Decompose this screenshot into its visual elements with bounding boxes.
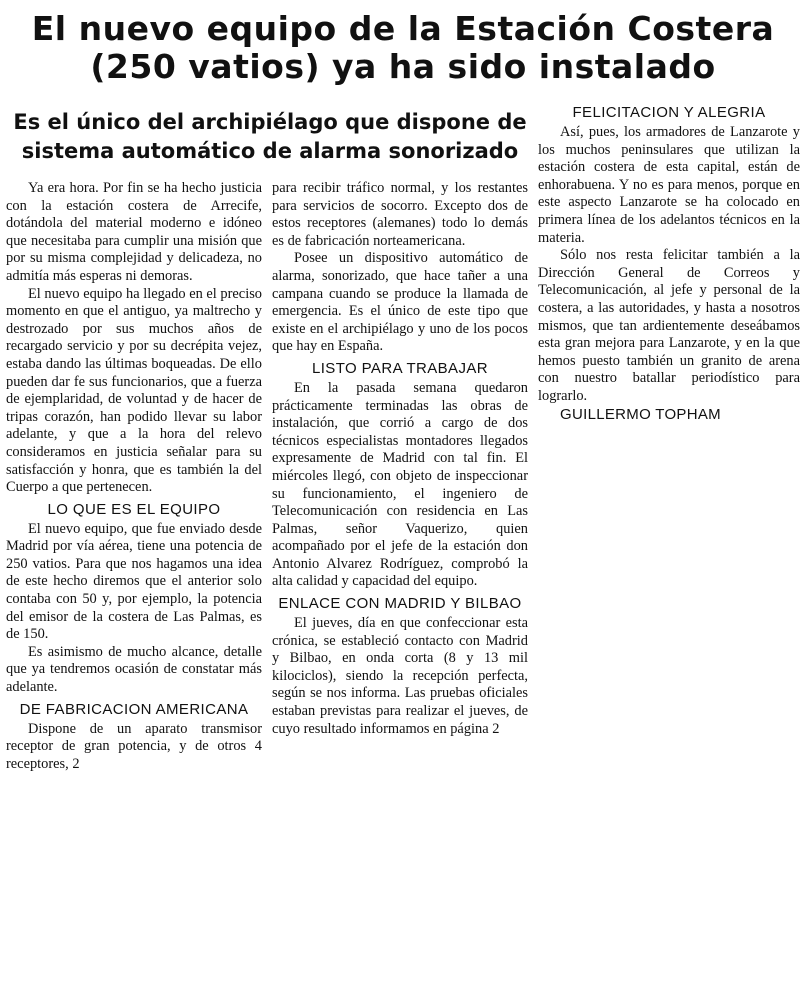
section-heading: LISTO PARA TRABAJAR [312,359,488,377]
column-3 [538,104,800,423]
paragraph: El jueves, día en que confeccionar esta crónica, se estableció contacto con Madrid y Bilbao, en onda corta (8 y 13 mil kilociclos), siendo la recepción perfecta, según se nos informa. Las pruebas oficiales estaban previstas para realizar el jueves, de cuyo resultado informamos en página 2 [272,615,528,737]
author-signature: GUILLERMO TOPHAM [560,405,721,423]
section-heading: ENLACE CON MADRID Y BILBAO [278,595,522,613]
paragraph: Ya era hora. Por fin se ha hecho justicia con la estación costera de Arrecife, dotándola del material moderno e idóneo que necesitaba para cumplir una misión que por su misma complejidad y delicadeza, no admitía más esperas ni demoras. [6,180,262,284]
section-heading: LO QUE ES EL EQUIPO [47,500,221,518]
paragraph: En la pasada semana quedaron prácticamente terminadas las obras de instalación, que corrió a cargo de dos técnicos especialistas montadores llegados expresamente de Madrid con tal fin. El miércoles llegó, con objeto de inspeccionar su funcionamiento, el ingeniero de Telecomunicación con residencia en Las Palmas, señor Vaquerizo, quien acompañado por el jefe de la estación don Antonio Alvarez Rodríguez, comprobó la alta calidad y capacidad del equipo. [272,379,528,590]
paragraph: Dispone de un aparato transmisor receptor de gran potencia, y de otros 4 receptores, 2 [6,720,262,772]
column-2 [272,180,528,738]
paragraph: El nuevo equipo, que fue enviado desde Madrid por vía aérea, tiene una potencia de 250 vatios. Para que nos hagamos una idea de este hecho diremos que el anterior solo contaba con 50 y, por ejemplo, la potencia del emisor de la costera de Las Palmas, es de 150. [6,520,262,643]
subheadline: Es el único del archipiélago que dispone de sistema automático de alarma sonorizado [13,110,527,163]
headline: El nuevo equipo de la Estación Costera (250 vatios) ya ha sido instalado [31,9,775,86]
paragraph: Sólo nos resta felicitar también a la Dirección General de Correos y Telecomunicación, al jefe y personal de la costera, a las autoridades, y hasta a nosotros mismos, que tan ardientemente deseábamos esta gran mejora para Lanzarote, y en la que hemos puesto también un granito de arena con nuestro batallar periodístico para lograrlo. [538,247,800,404]
column-1 [6,180,262,773]
paragraph: para recibir tráfico normal, y los restantes para servicios de socorro. Excepto dos de estos receptores (alemanes) todo lo demás es de fabricación norteamericana. [272,180,528,249]
section-heading: FELICITACION Y ALEGRIA [572,104,766,121]
paragraph: Es asimismo de mucho alcance, detalle que ya tendremos ocasión de constatar más adelante. [6,643,262,696]
paragraph: El nuevo equipo ha llegado en el preciso momento en que el antiguo, ya maltrecho y destrozado por sus muchos años de recargado servicio y por su decrépita vejez, estaba dando las últimas boqueadas. De ello pueden dar fe sus funcionarios, que a fuerza de ejemplaridad, de voluntad y de hacer de tripas corazón, han podido llevar su labor adelante, y que a la hora del relevo consideramos en justicia señalar para su satisfacción y honra, que es también la del Cuerpo a que pertenecen. [6,285,262,496]
section-heading: DE FABRICACION AMERICANA [19,700,249,718]
paragraph: Posee un dispositivo automático de alarma, sonorizado, que hace tañer a una campana cuando se produce la llamada de emergencia. Es el único de este tipo que existe en el archipiélago y uno de los pocos que hay en España. [272,250,528,355]
paragraph: Así, pues, los armadores de Lanzarote y los muchos peninsulares que utilizan la estación costera de esta capital, están de enhorabuena. Y no es para menos, porque en este aspecto Lanzarote se ha colocado en primera línea de los adelantos técnicos en la materia. [538,124,800,246]
